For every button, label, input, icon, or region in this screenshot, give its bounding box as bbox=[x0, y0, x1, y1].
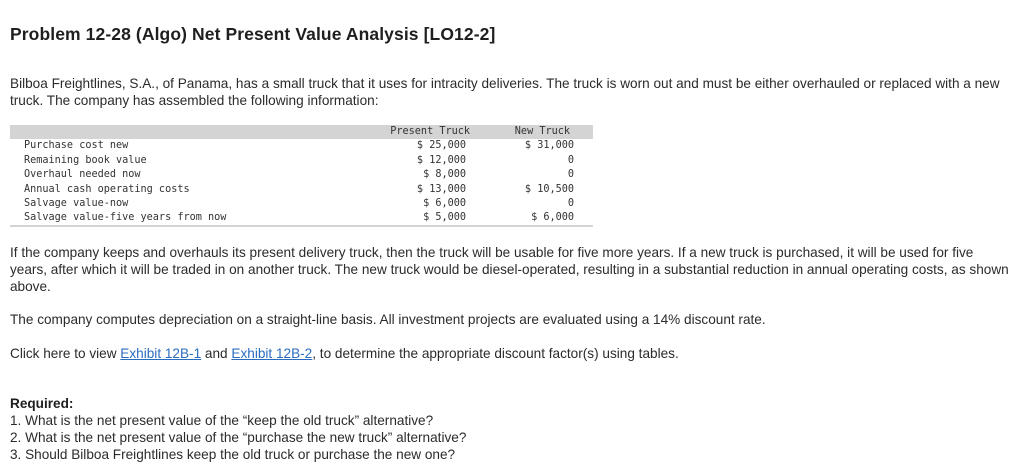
row-label: Annual cash operating costs bbox=[24, 183, 190, 195]
table-row bbox=[10, 183, 593, 197]
truck-data-table bbox=[10, 125, 593, 226]
row-label: Salvage value-five years from now bbox=[24, 212, 227, 224]
present-truck-value: $ 12,000 bbox=[416, 154, 466, 166]
row-label: Remaining book value bbox=[24, 154, 147, 166]
table-row bbox=[10, 168, 593, 182]
present-truck-value: $ 8,000 bbox=[423, 169, 466, 181]
required-list bbox=[10, 413, 466, 463]
exhibit-suffix-text: , to determine the appropriate discount factor(s) using tables. bbox=[312, 346, 679, 361]
intro-paragraph: Bilboa Freightlines, S.A., of Panama, has a small truck that it uses for intracity deliveries. The truck is worn out and must be either overhauled or replaced with a new truck. The company has assembled the following information: bbox=[10, 76, 1000, 108]
row-label: Overhaul needed now bbox=[24, 169, 141, 181]
problem-title: Problem 12-28 (Algo) Net Present Value Analysis [LO12-2] bbox=[10, 24, 496, 44]
new-truck-value: 0 bbox=[567, 169, 574, 181]
table-bottom-rule bbox=[10, 225, 593, 227]
new-truck-value: $ 31,000 bbox=[524, 140, 574, 152]
usage-paragraph: If the company keeps and overhauls its present delivery truck, then the truck will be usable for five more years. If a new truck is purchased, it will be used for five years, after which it will be traded in on another truck. The new truck would be diesel-operated, resulting in a substantial reduction in annual operating costs, as shown above. bbox=[10, 245, 1009, 294]
present-truck-value: $ 25,000 bbox=[416, 140, 466, 152]
depreciation-paragraph: The company computes depreciation on a straight-line basis. All investment projects are evaluated using a 14% discount rate. bbox=[10, 312, 766, 327]
exhibit-12b-1-link[interactable]: Exhibit 12B-1 bbox=[120, 346, 202, 361]
column-header-new-truck: New Truck bbox=[514, 126, 570, 137]
table-row bbox=[10, 154, 593, 168]
table-row bbox=[10, 139, 593, 153]
exhibit-paragraph bbox=[10, 345, 1010, 362]
present-truck-value: $ 6,000 bbox=[423, 197, 466, 209]
new-truck-value: 0 bbox=[567, 154, 574, 166]
new-truck-value: $ 10,500 bbox=[524, 183, 574, 195]
required-item-1: 1. What is the net present value of the “keep the old truck” alternative? bbox=[10, 413, 434, 428]
required-item-3: 3. Should Bilboa Freightlines keep the old truck or purchase the new one? bbox=[10, 446, 456, 462]
present-truck-value: $ 5,000 bbox=[423, 212, 466, 224]
table-row bbox=[10, 197, 593, 211]
required-item-2: 2. What is the net present value of the “purchase the new truck” alternative? bbox=[10, 429, 467, 445]
column-header-present-truck: Present Truck bbox=[390, 126, 470, 137]
table-row bbox=[10, 211, 593, 225]
new-truck-value: $ 6,000 bbox=[531, 212, 574, 224]
required-heading: Required: bbox=[10, 396, 74, 411]
row-label: Salvage value-now bbox=[24, 197, 129, 209]
exhibit-prefix-text: Click here to view bbox=[10, 346, 121, 361]
table-header bbox=[10, 125, 593, 139]
exhibit-middle-text: and bbox=[201, 346, 232, 361]
present-truck-value: $ 13,000 bbox=[416, 183, 466, 195]
new-truck-value: 0 bbox=[567, 197, 574, 209]
row-label: Purchase cost new bbox=[24, 140, 129, 152]
exhibit-12b-2-link[interactable]: Exhibit 12B-2 bbox=[231, 346, 313, 361]
